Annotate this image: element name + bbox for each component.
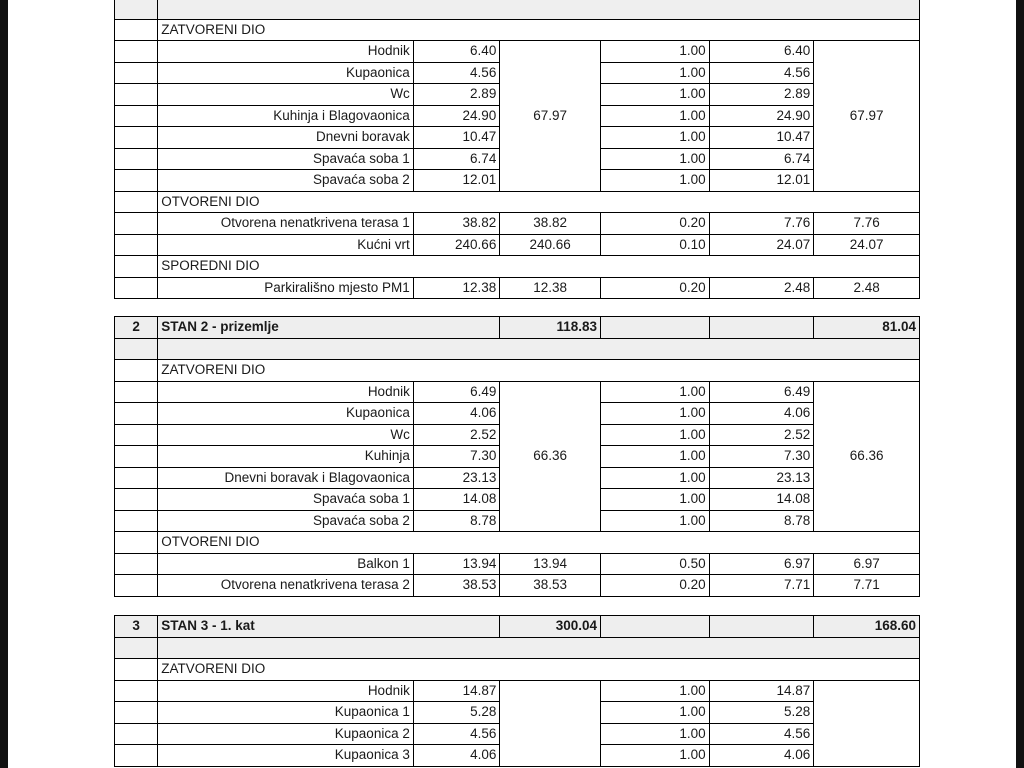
room-coef: 1.00 [600,148,709,170]
room-name: Wc [158,424,414,446]
room-coef: 1.00 [601,403,710,425]
room-area: 13.94 [413,553,500,575]
room-area: 14.08 [413,489,500,511]
section-row [115,659,920,681]
room-coef: 1.00 [601,510,710,532]
room-name: Kupaonica 3 [158,745,414,767]
room-weighted: 5.28 [709,702,814,724]
unit-2-table [114,316,920,597]
room-weighted: 24.07 [709,234,814,256]
section-label-closed: ZATVORENI DIO [158,19,920,41]
room-name: Dnevni boravak [158,127,414,149]
right-frame-border [1016,0,1024,768]
document-page [8,0,1016,768]
section-row [115,19,920,41]
room-coef: 1.00 [601,723,710,745]
room-weighted: 4.06 [709,745,814,767]
room-coef: 1.00 [601,680,710,702]
unit-title: STAN 3 - 1. kat [158,616,500,638]
section-label-closed: ZATVORENI DIO [158,659,920,681]
room-coef: 1.00 [600,84,709,106]
unit-header-row [115,317,920,339]
room-coef: 0.50 [601,553,710,575]
room-weighted: 24.90 [709,105,814,127]
room-area: 12.01 [413,170,500,192]
room-total: 13.94 [500,553,601,575]
room-weighted: 7.76 [709,213,814,235]
closed-total-weighted: 66.36 [814,381,920,532]
section-row [115,532,920,554]
room-coef: 1.00 [601,467,710,489]
room-area: 6.49 [413,381,500,403]
room-coef: 1.00 [600,62,709,84]
room-total-weighted: 24.07 [814,234,920,256]
room-weighted: 2.89 [709,84,814,106]
section-label-closed: ZATVORENI DIO [158,360,920,382]
room-total-weighted: 7.76 [814,213,920,235]
room-area: 6.74 [413,148,500,170]
room-weighted: 6.40 [709,41,814,63]
room-area: 23.13 [413,467,500,489]
left-frame-border [0,0,8,768]
room-coef: 0.20 [600,213,709,235]
room-name: Hodnik [158,680,414,702]
unit-total-weighted: 81.04 [814,317,920,339]
room-area: 240.66 [413,234,500,256]
room-name: Wc [158,84,414,106]
room-weighted: 2.52 [709,424,814,446]
room-name: Kupaonica [158,403,414,425]
section-row [115,360,920,382]
table-row [115,0,920,19]
table-row [115,680,920,702]
closed-total-weighted: 67.97 [814,41,920,192]
room-name: Parkirališno mjesto PM1 [158,277,414,299]
room-total-weighted: 6.97 [814,553,920,575]
room-area: 38.53 [413,575,500,597]
room-area: 8.78 [413,510,500,532]
room-weighted: 14.87 [709,680,814,702]
table-row [115,637,920,659]
unit-header-row [115,616,920,638]
unit-title: STAN 2 - prizemlje [158,317,500,339]
room-area: 4.06 [413,403,500,425]
room-name: Kuhinja [158,446,414,468]
room-area: 12.38 [413,277,500,299]
room-name: Hodnik [158,381,414,403]
room-area: 6.40 [413,41,500,63]
room-total: 38.53 [500,575,601,597]
room-area: 14.87 [413,680,500,702]
unit-1-table [114,0,920,299]
room-area: 2.89 [413,84,500,106]
room-coef: 1.00 [600,127,709,149]
table-row [115,41,920,63]
table-row [115,575,920,597]
room-total: 38.82 [500,213,601,235]
room-weighted: 7.30 [709,446,814,468]
room-coef: 0.20 [601,575,710,597]
room-weighted: 4.56 [709,723,814,745]
table-row [115,381,920,403]
room-weighted: 6.97 [709,553,814,575]
section-label-open: OTVORENI DIO [158,532,920,554]
room-area: 4.56 [413,62,500,84]
room-name: Spavaća soba 2 [158,170,414,192]
room-area: 4.06 [413,745,500,767]
room-name: Kućni vrt [158,234,414,256]
section-label-open: OTVORENI DIO [158,191,920,213]
room-area: 5.28 [413,702,500,724]
room-coef: 1.00 [600,170,709,192]
room-area: 10.47 [413,127,500,149]
room-name: Kupaonica [158,62,414,84]
room-coef: 1.00 [601,702,710,724]
section-row [115,191,920,213]
room-coef: 0.10 [600,234,709,256]
room-name: Spavaća soba 1 [158,489,414,511]
room-total-weighted: 7.71 [814,575,920,597]
room-coef: 1.00 [601,745,710,767]
room-weighted: 8.78 [709,510,814,532]
room-area: 2.52 [413,424,500,446]
room-area: 38.82 [413,213,500,235]
room-name: Spavaća soba 2 [158,510,414,532]
room-weighted: 7.71 [709,575,814,597]
room-weighted: 10.47 [709,127,814,149]
table-row [115,338,920,360]
unit-number: 3 [115,616,158,638]
table-row [115,277,920,299]
closed-total: 66.36 [500,381,601,532]
room-total-weighted: 2.48 [814,277,920,299]
room-coef: 1.00 [601,381,710,403]
room-weighted: 6.74 [709,148,814,170]
room-name: Kupaonica 1 [158,702,414,724]
room-weighted: 14.08 [709,489,814,511]
room-total: 240.66 [500,234,601,256]
room-area: 4.56 [413,723,500,745]
room-coef: 1.00 [600,105,709,127]
room-name: Dnevni boravak i Blagovaonica [158,467,414,489]
room-name: Hodnik [158,41,414,63]
unit-3-table [114,615,920,767]
room-weighted: 4.06 [709,403,814,425]
table-row [115,234,920,256]
room-area: 7.30 [413,446,500,468]
room-name: Balkon 1 [158,553,414,575]
unit-total: 300.04 [500,616,601,638]
room-total: 12.38 [500,277,601,299]
room-area: 24.90 [413,105,500,127]
unit-total-weighted: 168.60 [814,616,920,638]
room-name: Otvorena nenatkrivena terasa 2 [158,575,414,597]
room-coef: 0.20 [600,277,709,299]
closed-total: 67.97 [500,41,601,192]
section-label-aux: SPOREDNI DIO [158,256,920,278]
room-weighted: 6.49 [709,381,814,403]
room-name: Kupaonica 2 [158,723,414,745]
room-weighted: 12.01 [709,170,814,192]
room-name: Spavaća soba 1 [158,148,414,170]
unit-number: 2 [115,317,158,339]
table-row [115,553,920,575]
table-row [115,213,920,235]
room-weighted: 4.56 [709,62,814,84]
section-row [115,256,920,278]
room-name: Kuhinja i Blagovaonica [158,105,414,127]
room-coef: 1.00 [601,489,710,511]
room-weighted: 2.48 [709,277,814,299]
room-weighted: 23.13 [709,467,814,489]
unit-total: 118.83 [500,317,601,339]
room-coef: 1.00 [600,41,709,63]
room-coef: 1.00 [601,424,710,446]
room-coef: 1.00 [601,446,710,468]
room-name: Otvorena nenatkrivena terasa 1 [158,213,414,235]
